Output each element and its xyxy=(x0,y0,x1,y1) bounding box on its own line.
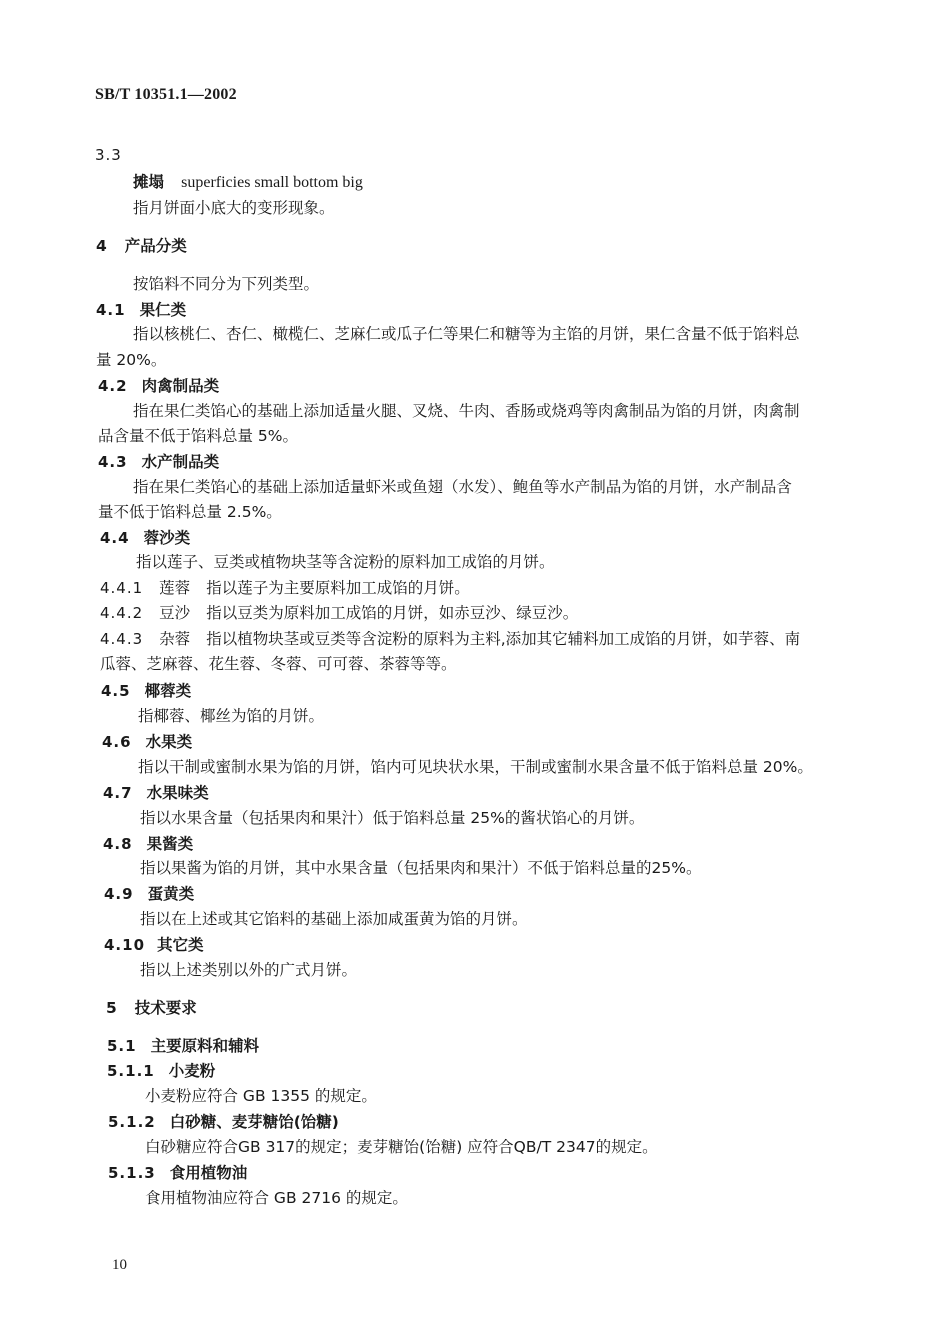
section-title: 白砂糖、麦芽糖饴(饴糖) xyxy=(169,1113,339,1131)
section-4-9-text: 指以在上述或其它馅料的基础上添加咸蛋黄为馅的月饼。 xyxy=(140,910,528,928)
section-number: 4.9 xyxy=(104,885,134,903)
section-number: 4.4.1 xyxy=(100,579,144,597)
term-cn: 摊塌 xyxy=(133,173,165,191)
term-en: superficies small bottom big xyxy=(181,174,363,191)
section-title: 莲蓉 xyxy=(159,579,191,597)
section-4-4-3-line1 xyxy=(100,627,800,649)
section-4-8-text: 指以果酱为馅的月饼，其中水果含量（包括果肉和果汁）不低于馅料总量的25%。 xyxy=(140,859,702,877)
section-4-intro: 按馅料不同分为下列类型。 xyxy=(133,275,320,293)
section-title: 果仁类 xyxy=(139,301,187,319)
section-4-4-heading xyxy=(100,526,190,548)
section-5-1-1-text: 小麦粉应符合 GB 1355 的规定。 xyxy=(145,1087,377,1105)
section-4-4-text: 指以莲子、豆类或植物块茎等含淀粉的原料加工成馅的月饼。 xyxy=(136,553,555,571)
section-title: 小麦粉 xyxy=(168,1062,216,1080)
section-title: 豆沙 xyxy=(159,604,191,622)
section-number: 4.2 xyxy=(98,377,128,395)
section-number: 4.3 xyxy=(98,453,128,471)
section-4-6-heading xyxy=(102,730,192,752)
section-4-10-heading xyxy=(104,933,204,955)
section-text: 指以植物块茎或豆类等含淀粉的原料为主料,添加其它辅料加工成馅的月饼，如芋蓉、南 xyxy=(206,630,801,648)
section-4-8-heading xyxy=(103,832,193,854)
section-number: 4 xyxy=(96,237,107,255)
section-title: 水果味类 xyxy=(146,784,209,802)
section-5-1-heading xyxy=(107,1034,259,1056)
section-5-heading xyxy=(106,996,197,1018)
section-title: 椰蓉类 xyxy=(144,682,192,700)
section-4-1-line2: 量 20%。 xyxy=(96,351,167,369)
section-5-1-2-heading xyxy=(108,1110,339,1132)
page-number: 10 xyxy=(112,1257,127,1273)
section-4-3-heading xyxy=(98,450,219,472)
section-title: 食用植物油 xyxy=(169,1164,248,1182)
section-number: 4.4 xyxy=(100,529,130,547)
section-number: 4.7 xyxy=(103,784,133,802)
section-4-9-heading xyxy=(104,882,194,904)
section-title: 产品分类 xyxy=(124,237,187,255)
section-4-4-2 xyxy=(100,601,578,623)
section-4-4-3-line2: 瓜蓉、芝麻蓉、花生蓉、冬蓉、可可蓉、茶蓉等等。 xyxy=(100,655,457,673)
section-number: 4.8 xyxy=(103,835,133,853)
section-4-10-text: 指以上述类别以外的广式月饼。 xyxy=(140,961,358,979)
section-number: 4.5 xyxy=(101,682,131,700)
standard-number: SB/T 10351.1—2002 xyxy=(95,86,237,103)
section-title: 蓉沙类 xyxy=(143,529,191,547)
section-title: 蛋黄类 xyxy=(147,885,195,903)
section-number: 5 xyxy=(106,999,117,1017)
section-text: 指以莲子为主要原料加工成馅的月饼。 xyxy=(206,579,470,597)
term-definition: 指月饼面小底大的变形现象。 xyxy=(133,199,335,217)
section-5-1-3-heading xyxy=(108,1161,247,1183)
section-5-1-3-text: 食用植物油应符合 GB 2716 的规定。 xyxy=(145,1189,408,1207)
section-number: 5.1.1 xyxy=(107,1062,155,1080)
section-3-3-number: 3.3 xyxy=(95,146,122,164)
section-title: 技术要求 xyxy=(134,999,197,1017)
section-4-3-line1: 指在果仁类馅心的基础上添加适量虾米或鱼翅（水发）、鲍鱼等水产制品为馅的月饼，水产制品含 xyxy=(133,478,792,496)
section-title: 水果类 xyxy=(145,733,193,751)
section-number: 4.1 xyxy=(96,301,126,319)
term-3-3 xyxy=(133,170,363,192)
section-title: 肉禽制品类 xyxy=(141,377,220,395)
section-title: 果酱类 xyxy=(146,835,194,853)
section-title: 其它类 xyxy=(157,936,204,954)
section-4-heading xyxy=(96,234,187,256)
section-4-1-heading xyxy=(96,298,186,320)
section-4-2-line1: 指在果仁类馅心的基础上添加适量火腿、叉烧、牛肉、香肠或烧鸡等肉禽制品为馅的月饼，肉禽制 xyxy=(133,402,800,420)
section-number: 4.10 xyxy=(104,936,146,954)
section-4-7-heading xyxy=(103,781,209,803)
section-5-1-1-heading xyxy=(107,1059,215,1081)
section-4-6-text: 指以干制或蜜制水果为馅的月饼，馅内可见块状水果，干制或蜜制水果含量不低于馅料总量 20%。 xyxy=(138,758,813,776)
section-number: 4.4.3 xyxy=(100,630,144,648)
section-title: 主要原料和辅料 xyxy=(150,1037,260,1055)
section-4-5-heading xyxy=(101,679,191,701)
section-4-1-line1: 指以核桃仁、杏仁、橄榄仁、芝麻仁或瓜子仁等果仁和糖等为主馅的月饼，果仁含量不低于馅料总 xyxy=(133,325,800,343)
section-4-4-1 xyxy=(100,576,470,598)
section-title: 水产制品类 xyxy=(141,453,220,471)
section-number: 5.1.3 xyxy=(108,1164,156,1182)
section-4-2-line2: 品含量不低于馅料总量 5%。 xyxy=(98,427,299,445)
section-text: 指以豆类为原料加工成馅的月饼，如赤豆沙、绿豆沙。 xyxy=(206,604,579,622)
section-4-7-text: 指以水果含量（包括果肉和果汁）低于馅料总量 25%的酱状馅心的月饼。 xyxy=(140,809,645,827)
section-number: 4.4.2 xyxy=(100,604,144,622)
section-number: 4.6 xyxy=(102,733,132,751)
section-number: 5.1 xyxy=(107,1037,137,1055)
section-number: 5.1.2 xyxy=(108,1113,156,1131)
section-4-5-text: 指椰蓉、椰丝为馅的月饼。 xyxy=(138,707,325,725)
section-title: 杂蓉 xyxy=(159,630,191,648)
section-5-1-2-text: 白砂糖应符合GB 317的规定；麦芽糖饴(饴糖) 应符合QB/T 2347的规定。 xyxy=(145,1138,658,1156)
section-4-2-heading xyxy=(98,374,219,396)
section-4-3-line2: 量不低于馅料总量 2.5%。 xyxy=(98,503,282,521)
